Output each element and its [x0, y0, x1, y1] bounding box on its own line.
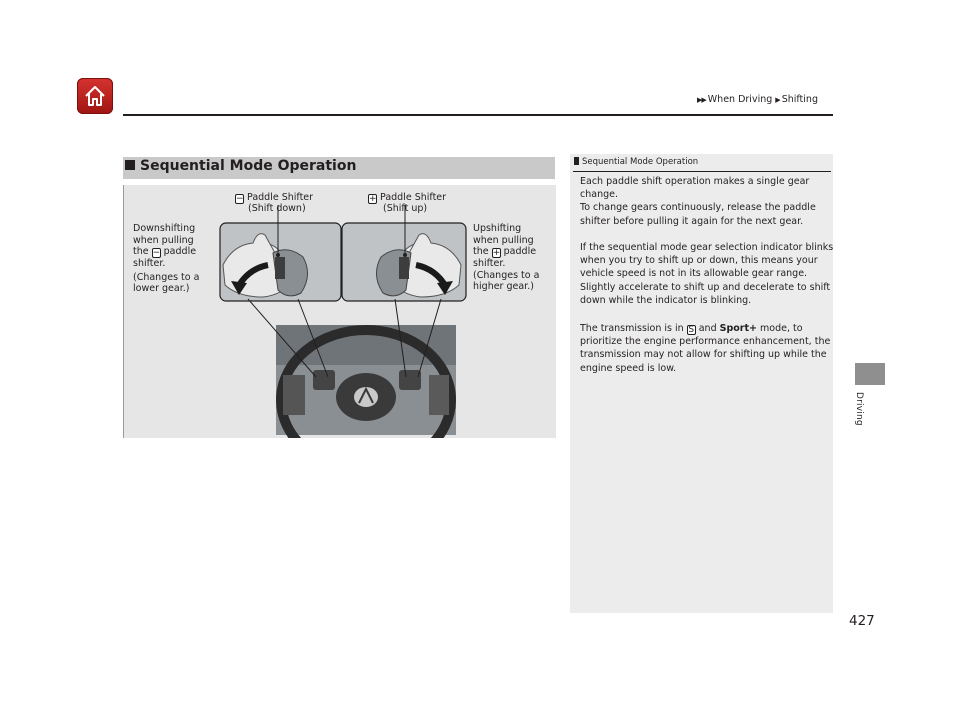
- page-number: 427: [849, 613, 875, 629]
- s-key-icon: S: [688, 325, 695, 335]
- home-button[interactable]: [77, 78, 113, 114]
- paddle-minus-sublabel: (Shift down): [248, 203, 306, 214]
- breadcrumb-arrow-icon: ▶▶: [697, 96, 706, 104]
- plus-key-icon: +: [492, 248, 501, 258]
- upshift-description: Upshifting when pulling the + paddle shifter. (Changes to a higher gear.): [473, 223, 540, 292]
- sidebar-title: Sequential Mode Operation: [574, 157, 698, 167]
- breadcrumb-item-shifting[interactable]: Shifting: [781, 94, 818, 105]
- paddle-plus-label: + Paddle Shifter: [369, 192, 447, 204]
- header-divider: [123, 114, 833, 116]
- breadcrumb: [697, 94, 818, 105]
- plus-key-icon: +: [369, 194, 377, 204]
- home-icon: [83, 84, 107, 108]
- sidebar-paragraph-3: The transmission is in S and Sport+ mode, to prioritize the engine performance enhancement, the transmission may not allow for shifting up while the engine speed is low.: [580, 323, 831, 374]
- breadcrumb-item-when-driving[interactable]: When Driving: [707, 94, 773, 105]
- sidebar-paragraph-2: If the sequential mode gear selection indicator blinks when you try to shift up or down, this means your vehicle speed is not in its allowable gear range. Slightly accelerate to shift up and decelerate to shift down while the indicator is blinking.: [580, 242, 834, 306]
- chapter-tab[interactable]: [855, 363, 885, 385]
- breadcrumb-arrow-icon: ▶: [775, 96, 780, 104]
- downshift-description: Downshifting when pulling the − paddle shifter. (Changes to a lower gear.): [133, 223, 200, 294]
- minus-key-icon: −: [236, 194, 244, 204]
- paddle-minus-label: − Paddle Shifter: [236, 192, 314, 204]
- paddle-plus-sublabel: (Shift up): [383, 203, 428, 214]
- note-marker-icon: [574, 157, 579, 165]
- chapter-label: Driving: [854, 392, 864, 426]
- section-marker-icon: [125, 160, 135, 170]
- sidebar-paragraph-1: Each paddle shift operation makes a single gear change. To change gears continuously, release the paddle shifter before pulling it again for the next gear.: [580, 176, 816, 227]
- section-title: Sequential Mode Operation: [125, 158, 356, 174]
- sidebar-divider: [573, 171, 831, 172]
- minus-key-icon: −: [152, 248, 161, 258]
